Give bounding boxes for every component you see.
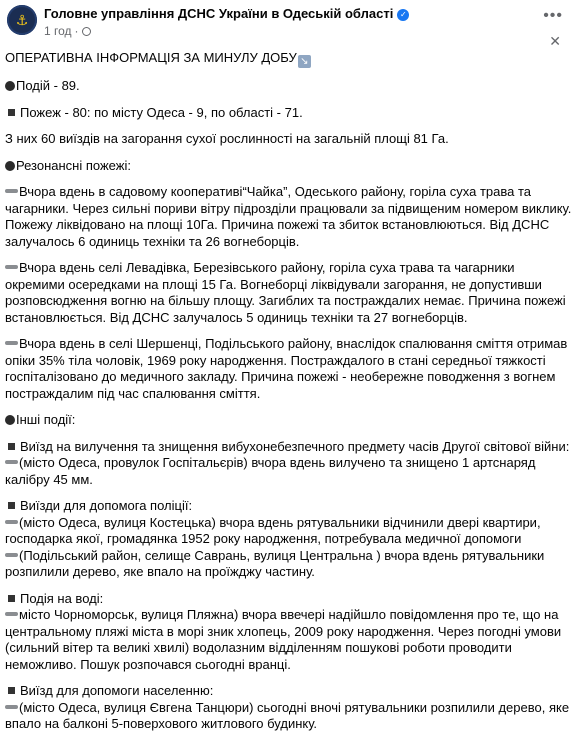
ordnance-heading: Виїзд на вилучення та знищення вибухонебезпечного предмету часів Другої світової війни: (5, 439, 573, 456)
close-icon[interactable]: ✕ (549, 33, 561, 49)
black-square-icon (8, 109, 15, 116)
post-meta (44, 24, 91, 38)
black-square-icon (8, 502, 15, 509)
resonant-fire-3: Вчора вдень в селі Шершенці, Подільського району, внаслідок спалювання сміття отримав опіки 35% тіла чоловік, 1969 року народження. Постраждалого в стані середньої тяжкості госпіталізовано до медичного закладу. Причина пожежі - необережне поводження з вогнем постраждалим під час спалювання сміття. (5, 336, 568, 401)
avatar[interactable] (7, 5, 37, 35)
dsns-emblem-icon: ⚓ (15, 12, 29, 28)
dry-vegetation-line: З них 60 виїздів на загорання сухої рослинності на загальній площі 81 Га. (5, 131, 449, 146)
police-heading: Виїзди для допомога поліції: (5, 498, 573, 515)
black-square-icon (8, 443, 15, 450)
meta-separator: · (74, 24, 79, 38)
heavy-minus-icon (5, 460, 18, 464)
heavy-minus-icon (5, 705, 18, 709)
water-item: місто Чорноморськ, вулиця Пляжна) вчора ввечері надійшло повідомлення про те, що на центральному пляжі міста в морі зник хлопець, 2009 року народження. Через погодні умови (сильний вітер та великі хвилі) водолазним відділенням пошукові роботи проводити неможливо. Пошук розпочався сьогодні вранці. (5, 607, 562, 672)
black-circle-icon (5, 415, 15, 425)
resonant-fire-1: Вчора вдень в садовому кооперативі“Чайка”, Одеського району, горіла суха трава та чагарники. Через сильні пориви вітру підрозділи працювали за підвищеним номером виклику. Пожежу ліквідовано на площі 10Га. Причина пожежі та збиток встановлюються. Від ДСНС залучалось 6 одиниць техніки та 26 вогнеборців. (5, 184, 572, 249)
water-heading: Подія на воді: (5, 591, 573, 608)
page-name-link[interactable]: Головне управління ДСНС України в Одеській області (44, 6, 394, 21)
heavy-minus-icon (5, 612, 18, 616)
other-events-heading: Інші події: (5, 412, 573, 429)
heavy-minus-icon (5, 341, 18, 345)
black-circle-icon (5, 81, 15, 91)
black-square-icon (8, 595, 15, 602)
verified-badge-icon: ✓ (397, 9, 409, 21)
heavy-minus-icon (5, 265, 18, 269)
post-body (5, 50, 573, 733)
resonant-heading: Резонансні пожежі: (5, 158, 573, 175)
population-heading: Виїзд для допомоги населенню: (5, 683, 573, 700)
events-line: Подій - 89. (5, 78, 573, 95)
police-item-2: (Подільський район, селище Саврань, вулиця Центральна ) вчора вдень рятувальники розпилили дерево, яке впало на проїжджу частину. (5, 547, 545, 579)
black-circle-icon (5, 161, 15, 171)
fires-line: Пожеж - 80: по місту Одеса - 9, по області - 71. (5, 105, 573, 122)
post-time[interactable]: 1 год (44, 24, 72, 38)
police-item-1: (місто Одеса, вулиця Костецька) вчора вдень рятувальники відчинили двері квартири, господарка якої, громадянка 1952 року народження, потребувала медичної допомоги (5, 514, 541, 546)
more-options-icon[interactable]: ••• (543, 7, 563, 24)
ordnance-item: (місто Одеса, провулок Госпітальєрів) вчора вдень вилучено та знищено 1 артснаряд калібру 45 мм. (5, 455, 536, 487)
heavy-minus-icon (5, 553, 18, 557)
heavy-minus-icon (5, 189, 18, 193)
population-item: (місто Одеса, вулиця Євгена Танцюри) сьогодні вночі рятувальники розпилили дерево, яке впало на балконі 5-поверхового житлового будинку. (5, 699, 570, 731)
down-right-arrow-icon: ↘ (298, 55, 311, 68)
black-square-icon (8, 687, 15, 694)
resonant-fire-2: Вчора вдень селі Левадівка, Березівського району, горіла суха трава та чагарники окремими осередками на площі 15 Га. Вогнеборці ліквідували загорання, не допустивши розповсюдження вогню на більшу площу. Загиблих та постраждалих немає. Причина пожежі встановлюється. Від ДСНС залучалось 5 одиниць техніки та 27 вогнеборців. (5, 260, 566, 325)
heavy-minus-icon (5, 520, 18, 524)
post-title: ОПЕРАТИВНА ІНФОРМАЦІЯ ЗА МИНУЛУ ДОБУ ↘ (5, 50, 573, 68)
post-header (0, 0, 577, 50)
globe-icon (82, 27, 91, 36)
